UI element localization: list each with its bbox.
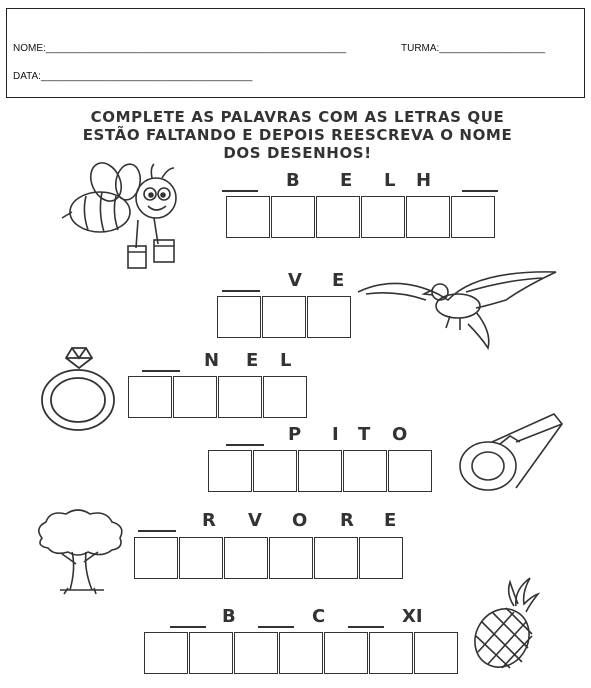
word-5-answer-boxes[interactable] <box>134 537 404 579</box>
word-6-blank-3[interactable] <box>348 626 384 628</box>
instructions <box>20 108 575 162</box>
answer-box[interactable] <box>217 296 261 338</box>
answer-box[interactable] <box>128 376 172 418</box>
answer-box[interactable] <box>179 537 223 579</box>
word-4-letters <box>226 424 426 448</box>
word-6-answer-boxes[interactable] <box>144 632 459 674</box>
word-5-blank[interactable] <box>138 530 176 532</box>
date-blank: ______________________________________ <box>40 71 253 82</box>
answer-box[interactable] <box>144 632 188 674</box>
word-4-blank[interactable] <box>226 444 264 446</box>
answer-box[interactable] <box>279 632 323 674</box>
date-label: DATA: <box>13 71 41 82</box>
instructions-line-1: COMPLETE AS PALAVRAS COM AS LETRAS QUE <box>90 108 505 126</box>
answer-box[interactable] <box>361 196 405 238</box>
word-6-letters <box>170 606 440 630</box>
word-5-letter-1: R <box>202 510 216 531</box>
word-2-answer-boxes[interactable] <box>217 296 352 338</box>
name-blank: ______________________________________________________ <box>45 43 347 54</box>
answer-box[interactable] <box>343 450 387 492</box>
answer-box[interactable] <box>224 537 268 579</box>
word-5-letter-2: V <box>248 510 262 531</box>
ring-icon <box>32 344 122 434</box>
pineapple-icon <box>470 576 540 672</box>
answer-box[interactable] <box>208 450 252 492</box>
answer-box[interactable] <box>359 537 403 579</box>
answer-box[interactable] <box>234 632 278 674</box>
word-1-blank-end[interactable] <box>462 190 498 192</box>
word-2-letters <box>222 270 362 294</box>
word-3-letter-1: N <box>204 350 220 371</box>
answer-box[interactable] <box>134 537 178 579</box>
instructions-line-2: ESTÃO FALTANDO E DEPOIS REESCREVA O NOME <box>82 126 513 144</box>
answer-box[interactable] <box>218 376 262 418</box>
word-4-letter-2: I <box>332 424 339 445</box>
answer-box[interactable] <box>414 632 458 674</box>
answer-box[interactable] <box>173 376 217 418</box>
answer-box[interactable] <box>271 196 315 238</box>
word-5-letter-3: O <box>292 510 308 531</box>
date-line[interactable] <box>13 71 252 82</box>
name-line[interactable] <box>13 43 346 54</box>
answer-box[interactable] <box>451 196 495 238</box>
answer-box[interactable] <box>324 632 368 674</box>
word-3-letters <box>142 350 302 374</box>
word-1-blank-start[interactable] <box>222 190 258 192</box>
word-5-letter-4: R <box>340 510 354 531</box>
word-2-blank[interactable] <box>222 290 260 292</box>
instructions-line-3: DOS DESENHOS! <box>223 144 372 162</box>
answer-box[interactable] <box>406 196 450 238</box>
answer-box[interactable] <box>307 296 351 338</box>
word-4-letter-4: O <box>392 424 408 445</box>
word-6-blank-1[interactable] <box>170 626 206 628</box>
word-1-letter-3: L <box>384 170 396 191</box>
answer-box[interactable] <box>388 450 432 492</box>
answer-box[interactable] <box>269 537 313 579</box>
answer-box[interactable] <box>316 196 360 238</box>
word-1-letters <box>222 170 502 194</box>
word-6-letter-3: XI <box>402 606 423 627</box>
answer-box[interactable] <box>314 537 358 579</box>
bee-icon <box>58 160 198 275</box>
word-6-letter-2: C <box>312 606 326 627</box>
word-4-answer-boxes[interactable] <box>208 450 433 492</box>
answer-box[interactable] <box>298 450 342 492</box>
answer-box[interactable] <box>263 376 307 418</box>
answer-box[interactable] <box>189 632 233 674</box>
tree-icon <box>32 508 128 598</box>
word-5-letters <box>138 510 408 534</box>
whistle-icon <box>458 412 568 494</box>
bird-icon <box>356 266 566 352</box>
class-line[interactable] <box>401 43 545 54</box>
word-5-letter-5: E <box>384 510 397 531</box>
student-info-box <box>6 8 585 98</box>
word-3-blank[interactable] <box>142 370 180 372</box>
word-1-letter-1: B <box>286 170 300 191</box>
name-label: NOME: <box>13 43 46 54</box>
word-3-answer-boxes[interactable] <box>128 376 308 418</box>
word-3-letter-2: E <box>246 350 259 371</box>
word-6-blank-2[interactable] <box>258 626 294 628</box>
word-4-letter-3: T <box>358 424 371 445</box>
word-2-letter-1: V <box>288 270 302 291</box>
answer-box[interactable] <box>262 296 306 338</box>
answer-box[interactable] <box>253 450 297 492</box>
word-3-letter-3: L <box>280 350 292 371</box>
answer-box[interactable] <box>369 632 413 674</box>
word-1-letter-4: H <box>416 170 432 191</box>
word-1-letter-2: E <box>340 170 353 191</box>
class-blank: ___________________ <box>439 43 546 54</box>
word-4-letter-1: P <box>288 424 302 445</box>
class-label: TURMA: <box>401 43 440 54</box>
word-2-letter-2: E <box>332 270 345 291</box>
word-1-answer-boxes[interactable] <box>226 196 496 238</box>
answer-box[interactable] <box>226 196 270 238</box>
word-6-letter-1: B <box>222 606 236 627</box>
